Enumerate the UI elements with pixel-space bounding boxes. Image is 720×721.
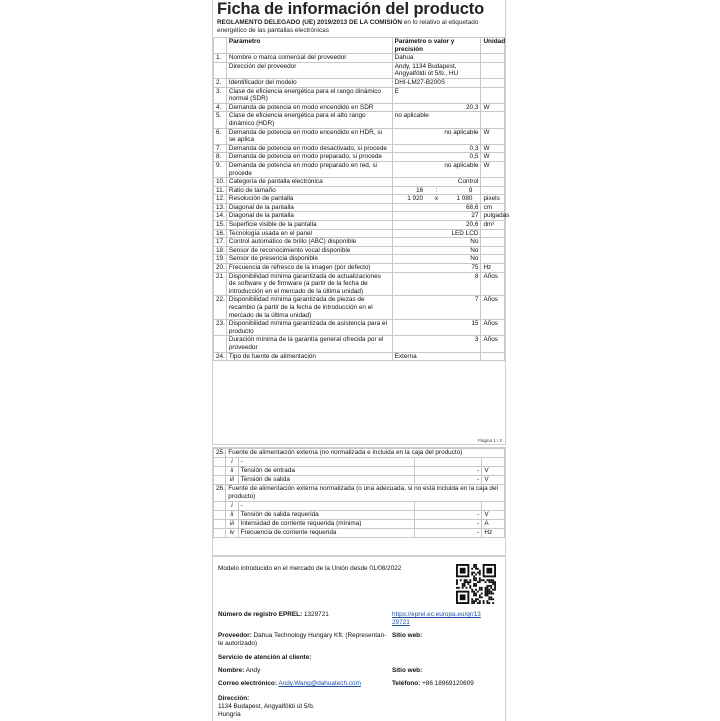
table-row [214, 221, 505, 230]
product-sheet-page-2 [212, 447, 506, 556]
table-row [214, 529, 505, 538]
row-value [414, 502, 482, 511]
row-unit [481, 62, 505, 78]
row-number [214, 467, 226, 476]
row-number: 6. [214, 128, 227, 144]
row-value: 75 [392, 264, 481, 273]
row-parameter: Control automático de brillo (ABC) disponible [226, 238, 392, 247]
row-value: 8 [392, 272, 481, 296]
row-parameter: Diagonal de la pantalla [226, 203, 392, 212]
row-parameter: Disponibilidad mínima garantizada de actualizaciones de software y de firmware (a partir de la fecha de introducción en el mercado de la última unidad) [226, 272, 392, 296]
row-number [214, 62, 227, 78]
row-unit: W [481, 161, 505, 177]
contact-name [218, 667, 260, 675]
customer-service-heading: Servicio de atención al cliente: [218, 654, 312, 661]
supplier-info [218, 632, 388, 648]
row-unit: V [482, 467, 505, 476]
row-value: Control [392, 178, 481, 187]
row-value: - [414, 511, 482, 520]
row-parameter: Dirección del proveedor [226, 62, 392, 78]
row-number: 13. [214, 203, 227, 212]
table-row [214, 161, 505, 177]
row-unit [481, 186, 505, 195]
header-unit: Unidad [481, 38, 505, 54]
row-unit [481, 178, 505, 187]
table-row [214, 467, 505, 476]
row-value: - [414, 476, 482, 485]
row-parameter: Disponibilidad mínima garantizada de asistencia para el producto [226, 320, 392, 336]
email-link[interactable]: Andy.Wang@dahuatech.com [278, 680, 361, 687]
contact-email [218, 680, 361, 688]
row-parameter: - [238, 502, 414, 511]
address-label: Dirección: [218, 695, 250, 702]
row-unit: V [482, 476, 505, 485]
header-number [214, 38, 227, 54]
row-unit: W [481, 128, 505, 144]
row-value [414, 458, 482, 467]
row-value: 3 [392, 336, 481, 352]
row-unit [481, 112, 505, 128]
row-parameter: Categoría de pantalla electrónica [226, 178, 392, 187]
row-number: 20. [214, 264, 227, 273]
table-row [214, 336, 505, 352]
table-row [214, 178, 505, 187]
page-title: Ficha de información del producto [217, 0, 485, 18]
table-row [214, 212, 505, 221]
row-unit: dm² [481, 221, 505, 230]
product-sheet-page-3 [212, 556, 506, 721]
row-value: no aplicable [392, 161, 481, 177]
row-value: no aplicable [392, 112, 481, 128]
table-row [214, 103, 505, 112]
row-number: 5. [214, 112, 227, 128]
row-parameter: Tecnología usada en el panel [226, 229, 392, 238]
resolution-height: 1 080 [456, 195, 473, 203]
row-heading: Fuente de alimentación externa normalizada (o una adecuada, si no está incluida en la caja del producto) [226, 485, 505, 502]
eprel-link-line-1[interactable]: https://eprel.ec.europa.eu/qr/13 [392, 611, 481, 618]
row-unit [481, 246, 505, 255]
row-parameter: Demanda de potencia en modo preparado en red, si procede [226, 161, 392, 177]
resolution-values [395, 195, 479, 203]
power-supply-table [213, 448, 505, 538]
table-row [214, 62, 505, 78]
row-number: 19. [214, 255, 227, 264]
aspect-height: 9 [468, 186, 473, 194]
row-unit: Años [481, 320, 505, 336]
row-number: 17. [214, 238, 227, 247]
row-parameter: Tipo de fuente de alimentación [226, 352, 392, 361]
row-value: 15 [392, 320, 481, 336]
table-row [214, 458, 505, 467]
row-parameter: Tensión de salida [238, 476, 414, 485]
sub-index: ii [226, 511, 238, 520]
row-value: 0,5 [392, 153, 481, 162]
row-number: 25. [214, 449, 226, 458]
phone-label: Teléfono: [392, 680, 421, 687]
row-value: 27 [392, 212, 481, 221]
row-number: 11. [214, 186, 227, 195]
table-row [214, 264, 505, 273]
market-intro: Modelo introducido en el mercado de la Unión desde 01/08/2022 [218, 565, 402, 572]
row-value: No [392, 255, 481, 264]
row-parameter: Diagonal de la pantalla [226, 212, 392, 221]
address-line-1: 1134 Budapest, Angyalföldi út 5/b. [218, 703, 315, 710]
row-number: 15. [214, 221, 227, 230]
row-unit: cm [481, 203, 505, 212]
row-number: 3. [214, 87, 227, 103]
row-parameter: Frecuencia de corriente requerida [238, 529, 414, 538]
table-body-top [214, 54, 505, 187]
row-parameter: Demanda de potencia en modo encendido en SDR [226, 103, 392, 112]
sub-index: ii [226, 467, 238, 476]
row-number: 10. [214, 178, 227, 187]
name-label: Nombre: [218, 667, 245, 674]
table-row [214, 87, 505, 103]
row-unit: W [481, 153, 505, 162]
name-value: Andy [245, 667, 261, 674]
eprel-link-line-2[interactable]: 29721 [392, 619, 410, 626]
eprel-label: Número de registro EPREL: [218, 611, 303, 618]
row-unit: Hz [481, 264, 505, 273]
product-sheet-page-1 [212, 0, 510, 445]
row-parameter: Resolución de pantalla [226, 195, 392, 204]
table-row [214, 255, 505, 264]
table-row [214, 112, 505, 128]
parameter-table [213, 37, 510, 361]
row-value: 20,3 [392, 103, 481, 112]
row-number [214, 476, 226, 485]
row-value: no aplicable [392, 128, 481, 144]
table-row [214, 246, 505, 255]
sub-index: iv [226, 529, 238, 538]
row-parameter: Demanda de potencia en modo preparado, si procede [226, 153, 392, 162]
table-row [214, 195, 505, 204]
table-row [214, 153, 505, 162]
regulation-name: REGLAMENTO DELEGADO (UE) 2019/2013 DE LA COMISIÓN [217, 19, 403, 26]
table-row [214, 128, 505, 144]
row-parameter: Identificador del modelo [226, 78, 392, 87]
contact-address [218, 695, 315, 719]
table-row [214, 476, 505, 485]
row-parameter: Nombre o marca comercial del proveedor [226, 54, 392, 63]
row-value: No [392, 238, 481, 247]
page-number: Página 1 / 2 [477, 438, 502, 443]
row-number: 9. [214, 161, 227, 177]
row-value: - [414, 529, 482, 538]
eprel-link[interactable] [392, 611, 481, 627]
row-value: Andy, 1134 Budapest, Angyalföldi út 5/b., HU [392, 62, 481, 78]
row-unit [481, 87, 505, 103]
sub-index: iii [226, 476, 238, 485]
row-unit: V [482, 511, 505, 520]
row-parameter: Intensidad de corriente requerida (mínima) [238, 520, 414, 529]
row-number: 14. [214, 212, 227, 221]
row-unit: W [481, 144, 505, 153]
row-parameter: Sensor de reconocimiento vocal disponible [226, 246, 392, 255]
table-row [214, 272, 505, 296]
table-row [214, 54, 505, 63]
row-parameter: Superficie visible de la pantalla [226, 221, 392, 230]
row-number [214, 458, 226, 467]
row-parameter: - [238, 458, 414, 467]
row-unit [481, 352, 505, 361]
row-parameter: Clase de eficiencia energética para el alto rango dinámico (HDR) [226, 112, 392, 128]
table-row [214, 352, 505, 361]
qr-code-icon[interactable] [456, 564, 496, 604]
contact-phone [392, 680, 474, 688]
row-number [214, 529, 226, 538]
row-value [392, 195, 481, 204]
row-unit [481, 54, 505, 63]
supplier-name-cont: te autorizado) [218, 640, 258, 647]
row-number: 4. [214, 103, 227, 112]
row-parameter: Sensor de presencia disponible [226, 255, 392, 264]
table-body-format [214, 186, 505, 203]
table-row [214, 144, 505, 153]
row-value: DHI-LM27-B200S [392, 78, 481, 87]
row-number: 22. [214, 296, 227, 320]
row-parameter: Duración mínima de la garantía general ofrecida por el proveedor [226, 336, 392, 352]
address-line-2: Hungría [218, 711, 241, 718]
service-website [392, 667, 422, 675]
header-value: Parámetro o valor y precisión [392, 38, 481, 54]
website-label: Sitio web: [392, 667, 423, 674]
sub-index: i [226, 502, 238, 511]
row-number [214, 336, 227, 352]
row-value: Externa [392, 352, 481, 361]
table-row [214, 296, 505, 320]
table-row [214, 203, 505, 212]
header-parameter: Parámetro [226, 38, 392, 54]
email-label: Correo electrónico: [218, 680, 277, 687]
row-unit [481, 238, 505, 247]
regulation-scope: en lo relativo al etiquetado energético de las pantallas electrónicas [217, 19, 479, 34]
row-number: 12. [214, 195, 227, 204]
aspect-width: 16 [416, 186, 424, 194]
row-number [214, 511, 226, 520]
row-unit [481, 78, 505, 87]
table-row [214, 186, 505, 195]
resolution-width: 1 920 [407, 195, 424, 203]
eprel-number: 1329721 [303, 611, 329, 618]
row-value: - [414, 467, 482, 476]
row-unit: Años [481, 296, 505, 320]
row-number [214, 502, 226, 511]
row-number: 23. [214, 320, 227, 336]
row-value: - [414, 520, 482, 529]
row-number: 18. [214, 246, 227, 255]
row-parameter: Disponibilidad mínima garantizada de piezas de recambio (a partir de la fecha de introducción en el mercado de la última unidad) [226, 296, 392, 320]
ps25-subrows [214, 458, 505, 485]
row-value: 68,6 [392, 203, 481, 212]
row-unit: W [481, 103, 505, 112]
table-body-bottom [214, 203, 510, 360]
row-parameter: Demanda de potencia en modo encendido en HDR, si se aplica [226, 128, 392, 144]
row-number: 2. [214, 78, 227, 87]
table-row [214, 320, 505, 336]
row-value [392, 186, 481, 195]
ps26-subrows [214, 502, 505, 538]
row-value: 7 [392, 296, 481, 320]
row-unit [481, 255, 505, 264]
table-row [214, 229, 505, 238]
table-row [214, 485, 505, 502]
eprel-registration [218, 611, 329, 619]
row-unit: pulgadas [481, 212, 505, 221]
phone-value: +86 18969120609 [422, 680, 474, 687]
website-label: Sitio web: [392, 632, 423, 639]
resolution-separator: x [434, 195, 439, 203]
sub-index: i [226, 458, 238, 467]
row-unit [482, 502, 505, 511]
row-number: 7. [214, 144, 227, 153]
row-number: 1. [214, 54, 227, 63]
row-parameter: Tensión de entrada [238, 467, 414, 476]
table-header-row [214, 38, 505, 54]
row-number [214, 520, 226, 529]
row-value: LED LCD [392, 229, 481, 238]
row-heading: Fuente de alimentación externa (no normalizada e incluida en la caja del producto) [226, 449, 505, 458]
sub-index: iii [226, 520, 238, 529]
aspect-separator: : [435, 186, 438, 194]
row-value: 20,6 [392, 221, 481, 230]
row-number: 21. [214, 272, 227, 296]
aspect-ratio-values [395, 187, 479, 195]
table-row [214, 502, 505, 511]
supplier-name: Dahua Technology Hungary Kft. (Representan- [253, 632, 387, 639]
row-number: 26. [214, 485, 226, 502]
row-value: 0,3 [392, 144, 481, 153]
supplier-label: Proveedor: [218, 632, 252, 639]
regulation-subtitle [213, 19, 505, 37]
row-unit [481, 229, 505, 238]
row-parameter: Frecuencia de refresco de la imagen (por defecto) [226, 264, 392, 273]
row-value: Dahua [392, 54, 481, 63]
row-parameter: Clase de eficiencia energética para el rango dinámico normal (SDR) [226, 87, 392, 103]
row-value: No [392, 246, 481, 255]
table-row [214, 449, 505, 458]
table-row [214, 520, 505, 529]
row-number: 8. [214, 153, 227, 162]
row-unit: A [482, 520, 505, 529]
row-unit: Hz [482, 529, 505, 538]
table-row [214, 511, 505, 520]
row-parameter: Ratio de tamaño [226, 186, 392, 195]
row-unit: pixels [481, 195, 505, 204]
row-value: E [392, 87, 481, 103]
row-unit: Años [481, 272, 505, 296]
table-row [214, 238, 505, 247]
row-unit [482, 458, 505, 467]
row-parameter: Tensión de salida requerida [238, 511, 414, 520]
row-number: 24. [214, 352, 227, 361]
row-parameter: Demanda de potencia en modo desactivado, si procede [226, 144, 392, 153]
row-unit: Años [481, 336, 505, 352]
supplier-website [392, 632, 422, 640]
table-row [214, 78, 505, 87]
row-number: 16. [214, 229, 227, 238]
